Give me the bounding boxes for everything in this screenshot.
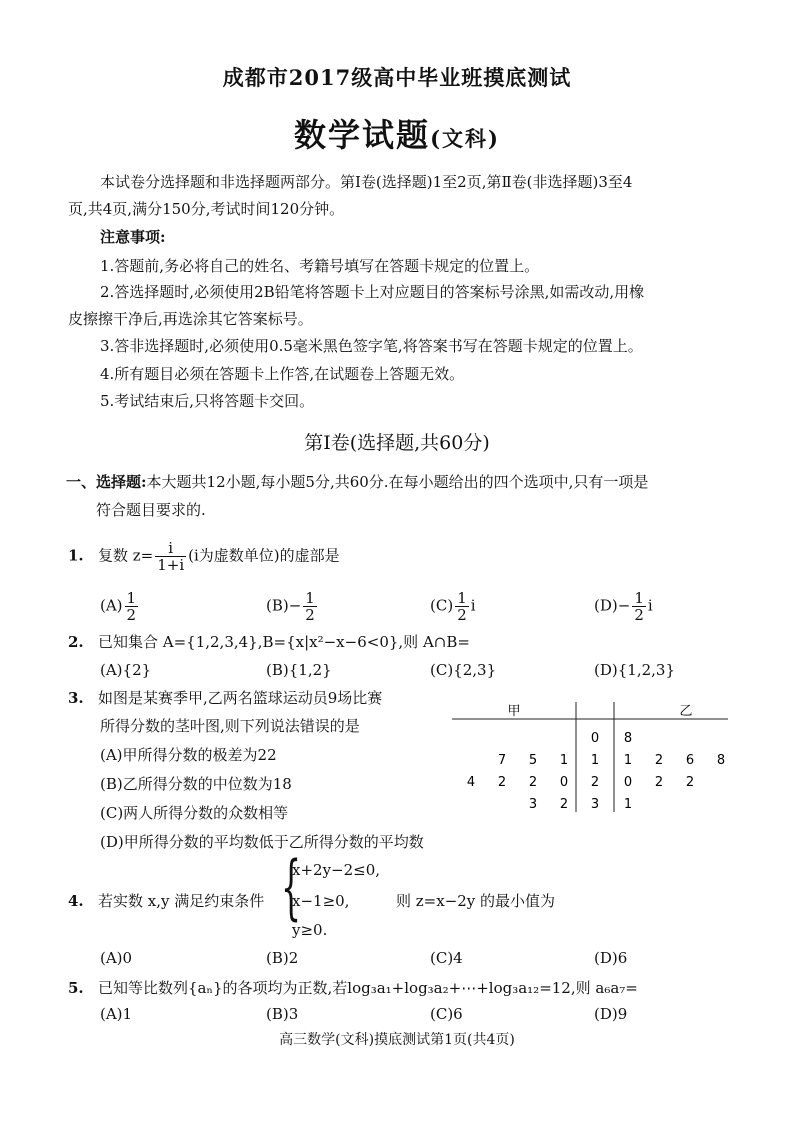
note-4: 4.所有题目必须在答题卡上作答,在试题卷上答题无效。 <box>100 365 465 383</box>
q4-option-b: (B)2 <box>266 949 299 967</box>
q2-option-a: (A){2} <box>100 661 152 679</box>
notes-title: 注意事项: <box>100 228 166 246</box>
q1-c-num: 1 <box>457 589 467 607</box>
right-leaf: 1 <box>623 797 633 812</box>
q4-brace: { <box>281 846 302 928</box>
left-leaf: 3 <box>528 797 538 812</box>
q5-option-d: (D)9 <box>594 1005 628 1023</box>
q1-c-den: 2 <box>457 606 467 624</box>
q4-constraint-2: x−1≥0, <box>292 892 350 910</box>
stem-value: 3 <box>590 797 600 812</box>
q4-option-c: (C)4 <box>430 949 463 967</box>
right-leaf: 1 <box>623 753 633 768</box>
left-leaf: 1 <box>559 753 569 768</box>
q1-c-frac <box>455 590 469 623</box>
q1-c-suffix: i <box>470 596 476 615</box>
q3-number: 3. <box>68 689 84 707</box>
right-leaf: 2 <box>654 753 664 768</box>
note-2-cont: 皮擦擦干净后,再选涂其它答案标号。 <box>68 310 313 328</box>
right-leaf: 8 <box>623 731 633 746</box>
question-5 <box>68 978 638 998</box>
q4-constraint-1: x+2y−2≤0, <box>292 861 381 879</box>
question-4 <box>68 891 264 911</box>
note-2: 2.答选择题时,必须使用2B铅笔将答题卡上对应题目的答案标号涂黑,如需改动,用橡 <box>100 283 645 301</box>
subject-title <box>0 110 794 156</box>
right-leaf: 2 <box>654 775 664 790</box>
section-title: 第Ⅰ卷(选择题,共60分) <box>304 432 490 454</box>
q5-text: 已知等比数列{aₙ}的各项均为正数,若log₃a₁+log₃a₂+⋯+log₃a₁₂=12,则 a₆a₇= <box>97 979 638 997</box>
q2-option-d: (D){1,2,3} <box>594 661 675 679</box>
left-leaf: 7 <box>497 753 507 768</box>
q1-frac-den: 1+i <box>157 556 185 574</box>
q2-number: 2. <box>68 633 84 651</box>
q5-number: 5. <box>68 979 84 997</box>
q1-d-label: (D)− <box>594 596 631 615</box>
q1-frac-num: i <box>155 540 186 557</box>
right-leaf: 6 <box>685 753 695 768</box>
q1-b-label: (B)− <box>266 596 302 615</box>
plot-leaves <box>467 731 725 812</box>
stem-value: 2 <box>590 775 600 790</box>
q4-post: 则 z=x−2y 的最小值为 <box>396 892 556 910</box>
q2-option-c: (C){2,3} <box>430 661 497 679</box>
question-1 <box>68 540 340 573</box>
subject-suffix: (文科) <box>430 126 500 151</box>
plot-left-label: 甲 <box>507 704 521 719</box>
q1-option-b <box>266 590 319 623</box>
q1-option-d <box>594 590 653 623</box>
right-leaf: 8 <box>716 753 726 768</box>
q2-text: 已知集合 A={1,2,3,4},B={x|x²−x−6<0},则 A∩B= <box>97 633 470 651</box>
q1-a-frac <box>125 590 139 623</box>
left-leaf: 4 <box>466 775 476 790</box>
q3-option-b: (B)乙所得分数的中位数为18 <box>100 775 292 793</box>
note-3: 3.答非选择题时,必须使用0.5毫米黑色签字笔,将答案书写在答题卡规定的位置上。 <box>100 337 643 355</box>
intro-line-2: 页,共4页,满分150分,考试时间120分钟。 <box>68 200 345 218</box>
q4-pre: 若实数 x,y 满足约束条件 <box>97 892 265 910</box>
q1-fraction <box>155 540 186 573</box>
q3-text-1: 如图是某赛季甲,乙两名篮球运动员9场比赛 <box>97 689 383 707</box>
intro-line-1: 本试卷分选择题和非选择题两部分。第Ⅰ卷(选择题)1至2页,第Ⅱ卷(非选择题)3至4 <box>100 173 633 191</box>
q3-option-a: (A)甲所得分数的极差为22 <box>100 746 277 764</box>
subject-name: 数学试题 <box>294 116 431 154</box>
question-3 <box>68 688 382 708</box>
q1-a-num: 1 <box>126 589 137 607</box>
right-leaf: 2 <box>685 775 695 790</box>
stem-value: 0 <box>590 731 600 746</box>
q4-option-a: (A)0 <box>100 949 133 967</box>
q1-a-den: 2 <box>126 606 137 624</box>
stem-value: 1 <box>590 753 600 768</box>
page-footer: 高三数学(文科)摸底测试第1页(共4页) <box>279 1032 515 1048</box>
question-2 <box>68 632 470 652</box>
left-leaf: 2 <box>559 797 569 812</box>
q3-text-2: 所得分数的茎叶图,则下列说法错误的是 <box>100 717 360 735</box>
q1-d-num: 1 <box>634 589 644 607</box>
right-leaf: 0 <box>623 775 633 790</box>
q1-d-den: 2 <box>634 606 644 624</box>
left-leaf: 2 <box>497 775 507 790</box>
q1-d-suffix: i <box>647 596 653 615</box>
q4-option-d: (D)6 <box>594 949 628 967</box>
q1-d-frac <box>632 590 646 623</box>
stem-leaf-plot <box>448 700 738 815</box>
q4-number: 4. <box>68 892 84 910</box>
q1-b-frac <box>303 590 317 623</box>
q1-number: 1. <box>68 546 84 565</box>
q1-c-label: (C) <box>430 596 454 615</box>
left-leaf: 2 <box>528 775 538 790</box>
section-heading <box>66 472 648 492</box>
q4-constraint-3: y≥0. <box>292 921 328 939</box>
left-leaf: 0 <box>559 775 569 790</box>
section-heading-text: 本大题共12小题,每小题5分,共60分.在每小题给出的四个选项中,只有一项是 <box>146 473 649 491</box>
note-5: 5.考试结束后,只将答题卡交回。 <box>100 392 315 410</box>
q1-b-den: 2 <box>305 606 315 624</box>
q1-post: (i为虚数单位)的虚部是 <box>188 546 340 565</box>
q5-option-b: (B)3 <box>266 1005 299 1023</box>
q2-option-b: (B){1,2} <box>266 661 332 679</box>
left-leaf: 5 <box>528 753 538 768</box>
q3-option-c: (C)两人所得分数的众数相等 <box>100 804 289 822</box>
q1-b-num: 1 <box>305 589 315 607</box>
q1-pre: 复数 z= <box>97 546 154 565</box>
section-heading-cont: 符合题目要求的. <box>96 501 206 519</box>
q5-option-a: (A)1 <box>100 1005 133 1023</box>
q1-option-c <box>430 590 476 623</box>
q1-option-a <box>100 590 140 623</box>
section-heading-label: 一、选择题: <box>66 473 147 491</box>
exam-title: 成都市2017级高中毕业班摸底测试 <box>222 65 572 90</box>
note-1: 1.答题前,务必将自己的姓名、考籍号填写在答题卡规定的位置上。 <box>100 257 540 275</box>
q3-option-d: (D)甲所得分数的平均数低于乙所得分数的平均数 <box>100 833 424 851</box>
plot-right-label: 乙 <box>679 704 693 719</box>
q5-option-c: (C)6 <box>430 1005 463 1023</box>
q1-a-label: (A) <box>100 596 123 615</box>
